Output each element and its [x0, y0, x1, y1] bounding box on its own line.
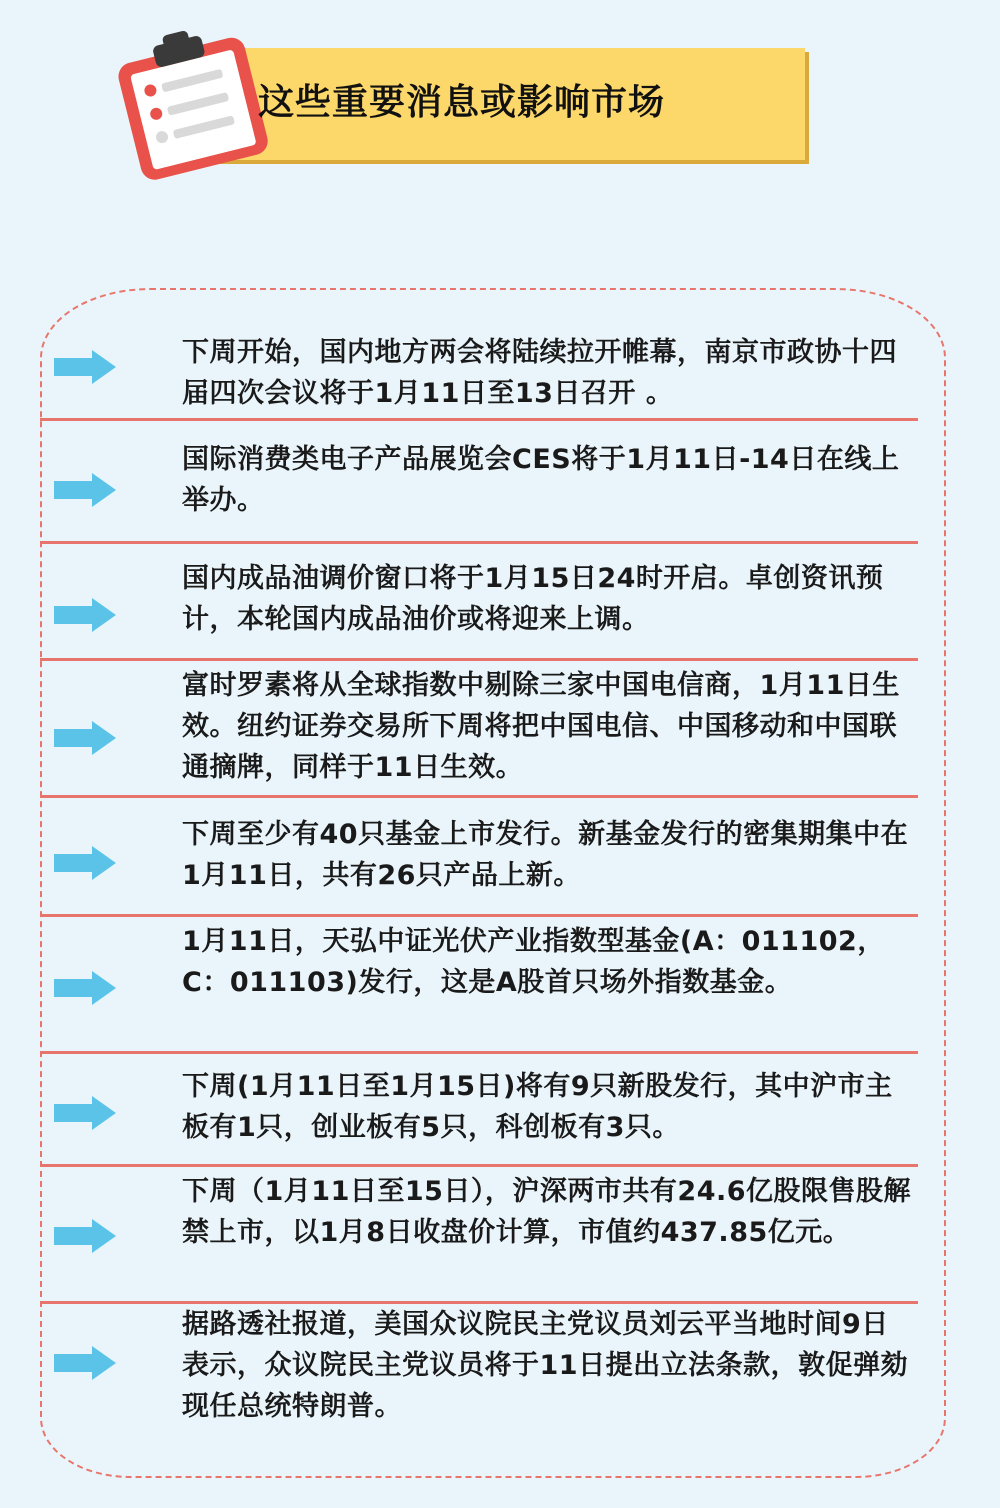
- arrow-right-icon: [54, 1096, 116, 1130]
- list-item-text: 1月11日，天弘中证光伏产业指数型基金(A：011102，C：011103)发行，这是A股首只场外指数基金。: [182, 926, 885, 998]
- list-item: [40, 1167, 918, 1301]
- list-item-text: 据路透社报道，美国众议院民主党议员刘云平当地时间9日表示，众议院民主党议员将于11日提出立法条款，敦促弹劾现任总统特朗普。: [182, 1309, 909, 1422]
- list-item: [40, 798, 918, 914]
- list-item: [40, 1304, 918, 1444]
- arrow-right-icon: [54, 473, 116, 507]
- arrow-right-icon: [54, 846, 116, 880]
- list-item-text: 富时罗素将从全球指数中剔除三家中国电信商，1月11日生效。纽约证券交易所下周将把中国电信、中国移动和中国联通摘牌，同样于11日生效。: [182, 670, 900, 783]
- list-item-text: 下周(1月11日至1月15日)将有9只新股发行，其中沪市主板有1只，创业板有5只，科创板有3只。: [182, 1071, 893, 1143]
- list-item: [40, 544, 918, 658]
- list-item-text: 下周（1月11日至15日），沪深两市共有24.6亿股限售股解禁上市，以1月8日收盘价计算，市值约437.85亿元。: [182, 1176, 912, 1248]
- list-item-text: 国内成品油调价窗口将于1月15日24时开启。卓创资讯预计，本轮国内成品油价或将迎来上调。: [182, 563, 884, 635]
- list-item: [40, 917, 918, 1051]
- list-item: [40, 322, 918, 418]
- list-item-text: 下周至少有40只基金上市发行。新基金发行的密集期集中在1月11日，共有26只产品上新。: [182, 819, 909, 891]
- arrow-right-icon: [54, 971, 116, 1005]
- arrow-right-icon: [54, 721, 116, 755]
- list-item: [40, 1054, 918, 1164]
- list-item-text: 国际消费类电子产品展览会CES将于1月11日-14日在线上举办。: [182, 444, 900, 516]
- page-title: 这些重要消息或影响市场: [258, 82, 666, 123]
- arrow-right-icon: [54, 1219, 116, 1253]
- list-item: [40, 421, 918, 541]
- list-item-text: 下周开始，国内地方两会将陆续拉开帷幕，南京市政协十四届四次会议将于1月11日至13日召开 。: [182, 337, 897, 409]
- arrow-right-icon: [54, 1346, 116, 1380]
- list-item: [40, 661, 918, 795]
- arrow-right-icon: [54, 598, 116, 632]
- arrow-right-icon: [54, 350, 116, 384]
